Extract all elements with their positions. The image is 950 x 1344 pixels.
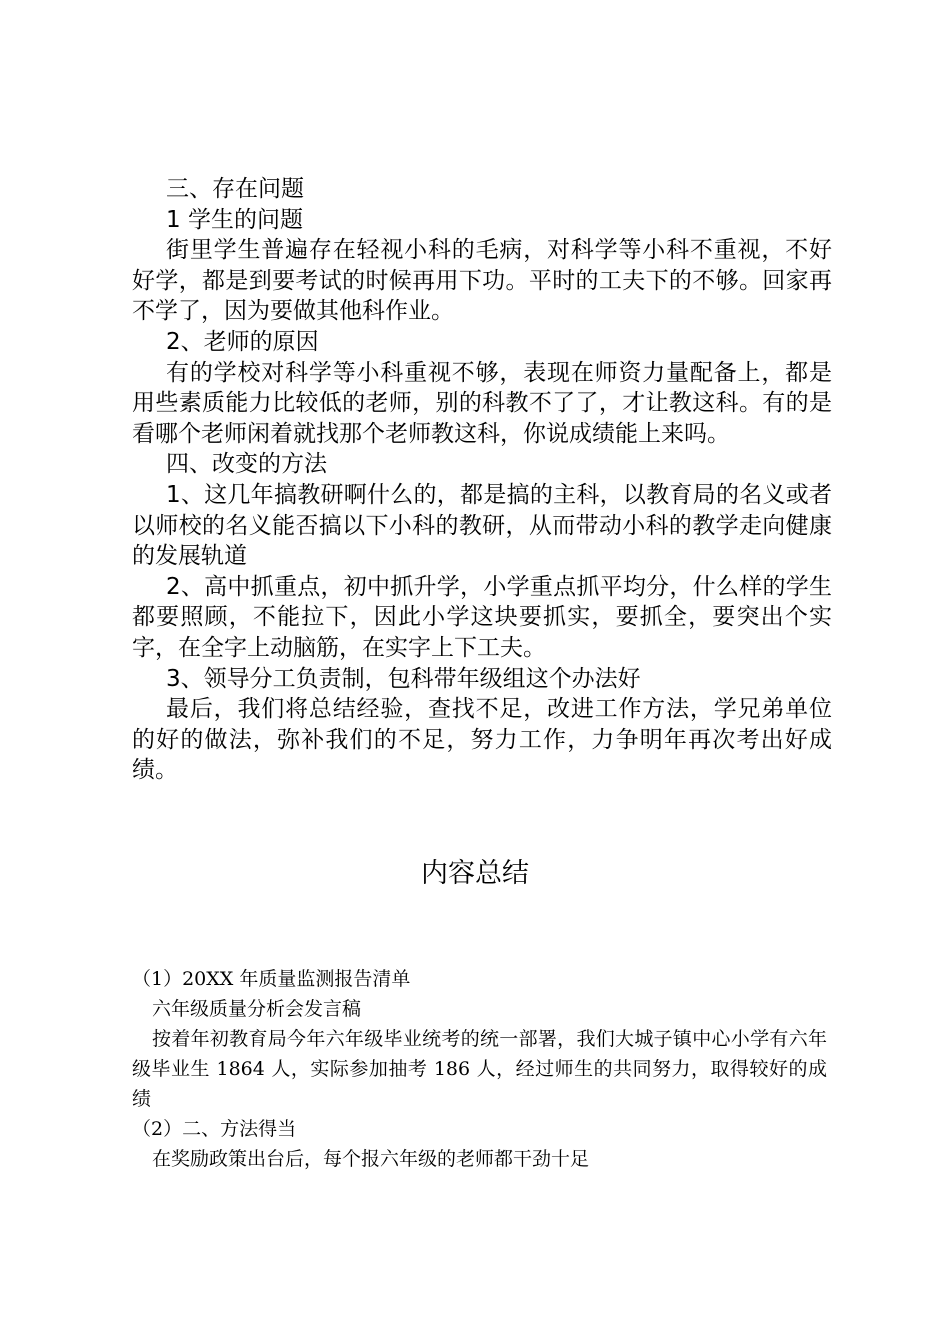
- summary-item-2: 六年级质量分析会发言稿: [152, 998, 362, 1020]
- section-heading-problems: 三、存在问题: [166, 176, 304, 202]
- summary-item-4: （2）二、方法得当: [132, 1118, 297, 1140]
- paragraph-method-3: 3、领导分工负责制，包科带年级组这个办法好: [166, 665, 641, 692]
- paragraph-teacher-reasons: 有的学校对科学等小科重视不够，表现在师资力量配备上，都是用些素质能力比较低的老师，别的科教不了了，才让教这科。有的是看哪个老师闲着就找那个老师教这科，你说成绩能上来吗。: [132, 359, 832, 447]
- subheading-student-problems: 1 学生的问题: [166, 206, 303, 233]
- paragraph-method-2: 2、高中抓重点，初中抓升学，小学重点抓平均分，什么样的学生都要照顾，不能拉下，因此小学这块要抓实，要抓全，要突出个实字，在全字上动脑筋，在实字上下工夫。: [132, 573, 832, 661]
- summary-item-5: 在奖励政策出台后，每个报六年级的老师都干劲十足: [152, 1148, 590, 1170]
- summary-section: [132, 964, 827, 1174]
- paragraph-conclusion: 最后，我们将总结经验，查找不足，改进工作方法，学兄弟单位的好的做法，弥补我们的不足，努力工作，力争明年再次考出好成绩。: [132, 696, 832, 784]
- subheading-teacher-reasons: 2、老师的原因: [166, 328, 319, 355]
- section-heading-methods: 四、改变的方法: [166, 451, 327, 478]
- summary-title: 内容总结: [421, 858, 529, 889]
- summary-item-1: （1）20XX 年质量监测报告清单: [132, 968, 411, 990]
- report-body: [132, 174, 832, 786]
- paragraph-method-1: 1、这几年搞教研啊什么的，都是搞的主科，以教育局的名义或者以师校的名义能否搞以下小科的教研，从而带动小科的教学走向健康的发展轨道: [132, 481, 832, 570]
- paragraph-student-problems: 街里学生普遍存在轻视小科的毛病，对科学等小科不重视，不好好学，都是到要考试的时候再用下功。平时的工夫下的不够。回家再不学了，因为要做其他科作业。: [132, 237, 832, 325]
- summary-item-3: 按着年初教育局今年六年级毕业统考的统一部署，我们大城子镇中心小学有六年级毕业生 1864 人，实际参加抽考 186 人，经过师生的共同努力，取得较好的成绩: [132, 1028, 827, 1110]
